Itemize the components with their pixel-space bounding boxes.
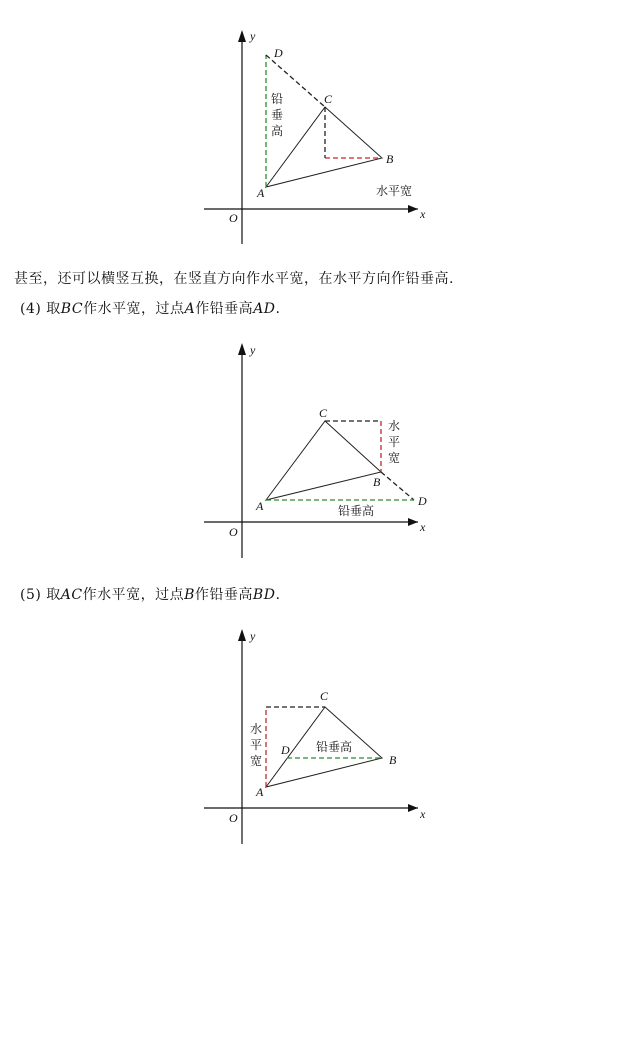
origin-label: O [229,211,238,225]
item-5-part-5: 作铅垂高 [194,587,253,603]
item-4-number: (4) [20,301,42,317]
y-axis-label: y [250,629,256,643]
point-d-label: D [281,743,290,757]
point-a-label: A [257,186,265,200]
item-5-part-1: 取 [46,587,61,603]
dashed-bd [381,472,414,500]
item-4-text [20,298,280,318]
point-c-label: C [320,689,329,703]
y-axis-arrow-icon [238,30,246,42]
item-4-part-5: 作铅垂高 [195,301,254,317]
item-4-part-4: A [184,301,196,317]
x-axis-arrow-icon [408,804,418,812]
item-4-part-2: BC [60,301,84,317]
figure-2 [0,340,640,570]
vertical-label-char-3: 宽 [388,451,401,465]
item-5-part-6: BD [252,587,276,603]
x-axis-arrow-icon [408,205,418,213]
triangle-abc [266,421,381,500]
vertical-label-char-2: 平 [388,435,401,449]
point-b-label: B [389,753,397,767]
y-axis-label: y [250,29,256,43]
point-b-label: B [373,475,381,489]
figure-3 [0,620,640,850]
horizontal-label: 铅垂高 [316,740,353,754]
x-axis-label: x [420,807,426,821]
horizontal-label: 铅垂高 [338,504,375,518]
horizontal-label: 水平宽 [376,184,413,198]
point-c-label: C [319,406,328,420]
vertical-label-char-1: 铅 [271,92,284,106]
x-axis-label: x [420,207,426,221]
vertical-label-char-3: 宽 [250,754,263,768]
x-axis-label: x [420,520,426,534]
point-b-label: B [386,152,394,166]
item-5-part-2: AC [60,587,83,603]
y-axis-label: y [250,343,256,357]
point-a-label: A [256,499,264,513]
item-4-part-6: AD [253,301,276,317]
triangle-abc [266,107,382,187]
item-5-part-4: B [184,587,195,603]
y-axis-arrow-icon [238,629,246,641]
paragraph-swap: 甚至，还可以横竖互换，在竖直方向作水平宽，在水平方向作铅垂高. [14,271,454,287]
item-4-part-1: 取 [46,301,61,317]
vertical-label-char-3: 高 [271,124,284,138]
point-d-label: D [418,494,427,508]
figure-1 [0,20,640,250]
item-5-number: (5) [20,587,42,603]
x-axis-arrow-icon [408,518,418,526]
point-c-label: C [324,92,333,106]
item-4-part-7: . [275,301,281,317]
vertical-label-char-2: 垂 [271,108,284,122]
y-axis-arrow-icon [238,343,246,355]
figure-3-svg [0,620,640,850]
point-a-label: A [256,785,264,799]
item-5-part-3: 作水平宽，过点 [82,587,185,603]
vertical-label-char-1: 水 [250,722,263,736]
vertical-label-char-1: 水 [388,419,401,433]
point-d-label: D [274,46,283,60]
item-5-text [20,584,280,604]
origin-label: O [229,525,238,539]
item-5-part-7: . [275,587,281,603]
figure-1-svg [0,20,640,250]
origin-label: O [229,811,238,825]
item-4-part-3: 作水平宽，过点 [83,301,185,317]
vertical-label-char-2: 平 [250,738,263,752]
figure-2-svg [0,340,640,570]
